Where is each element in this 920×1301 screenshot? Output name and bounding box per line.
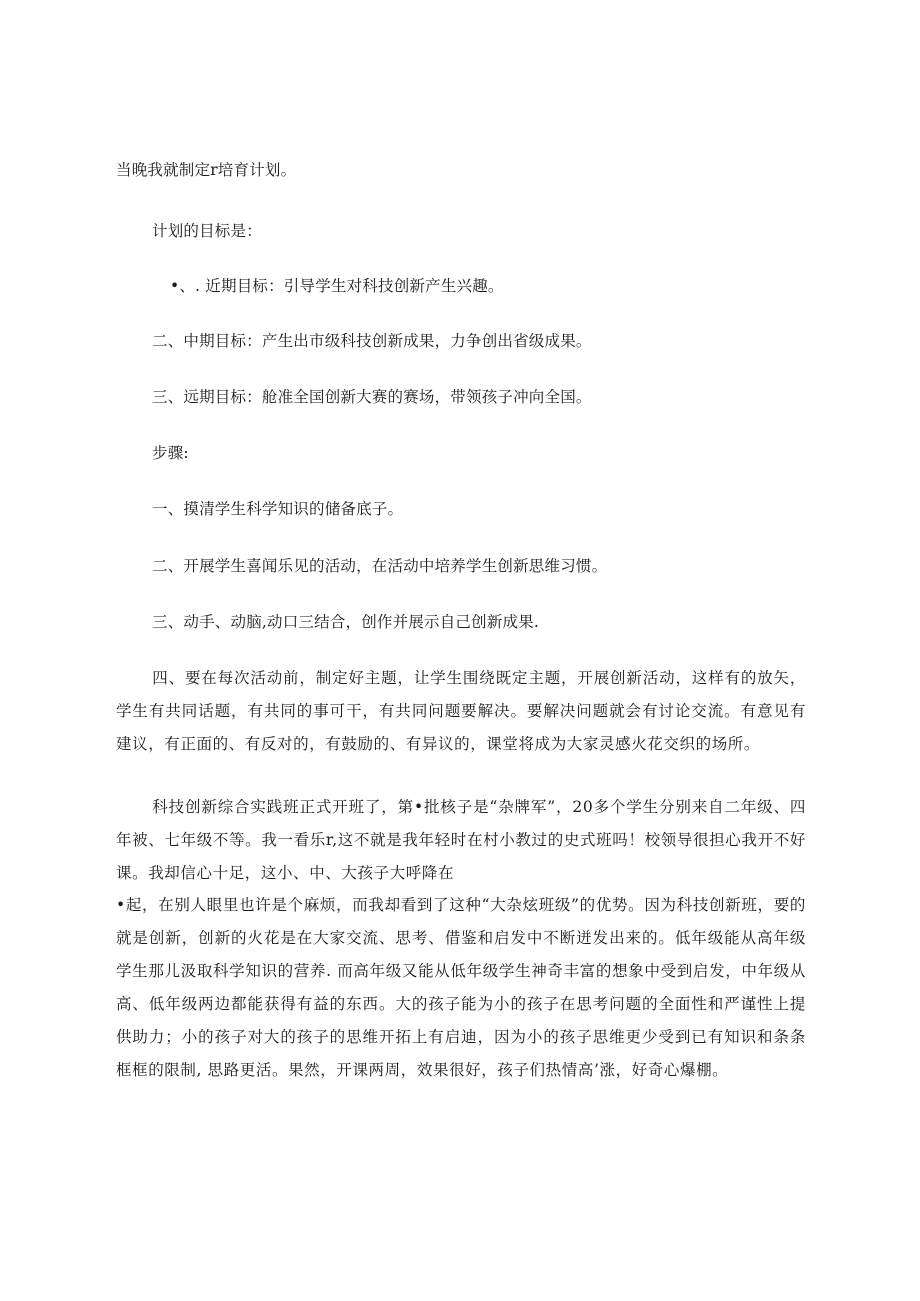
paragraph-mixed-class-advantage: •起，在别人眼里也许是个麻烦，而我却看到了这种“大杂炫班级”的优势。因为科技创新班，要的就是创新，创新的火花是在大家交流、思考、借鉴和启发中不断迸发出来的。低年级能从高年级学生那儿汲取科学知识的营养. 而高年级又能从低年级学生神奇丰富的想象中受到启发，中年级从高、低年级两边都能获得有益的东西。大的孩子能为小的孩子在思考问题的全面性和严谨性上提供助力；小的孩子对大的孩子的思维开拓上有启迪，因为小的孩子思维更少受到已有知识和条条框框的限制, 思路更活。果然，开课两周，效果很好，孩子们热情高’涨，好奇心爆棚。 — [116, 896, 806, 1079]
paragraph-step-four: 四、要在每次活动前，制定好主题，让学生围绕既定主题，开展创新活动，这样有的放矢，学生有共同话题，有共同的事可干，有共同问题要解决。要解决问题就会有讨论交流。有意见有建议，有正面的、有反对的，有鼓励的、有异议的，课堂将成为大家灵感火花交织的场所。 — [116, 669, 806, 753]
text-line-step-one: 一、摸清学生科学知识的储备底子。 — [152, 500, 404, 518]
text-line-plan-goals-heading: 计划的目标是： — [152, 222, 262, 240]
text-line-mid-term-goal: 二、中期目标：产生出市级科技创新成果，力争创出省级成果。 — [152, 332, 592, 350]
text-line-steps-heading: 步骤: — [152, 444, 189, 462]
paragraph-class-opening: 科技创新综合实践班正式开班了，第•批核子是“杂牌军”，20多个学生分别来自二年级、四年被、七年级不等。我一看乐r,这不就是我年轻时在村小教过的史式班吗！校领导很担心我开不好课。我却信心十足，这小、中、大孩子大呼降在 — [116, 798, 806, 882]
text-line-step-two: 二、开展学生喜闻乐见的活动，在活动中培养学生创新思维习惯。 — [152, 557, 608, 575]
text-line-long-term-goal: 三、远期目标：舱准全国创新大赛的赛场，带领孩子冲向全国。 — [152, 388, 592, 406]
text-line-step-three: 三、动手、动脑,动口三结合，创作并展示自己创新成果. — [152, 613, 540, 631]
text-line-short-term-goal: •、. 近期目标：引导学生对科技创新产生兴趣。 — [170, 277, 504, 295]
text-line-plan-made: 当晚我就制定r培育计划。 — [116, 161, 297, 179]
